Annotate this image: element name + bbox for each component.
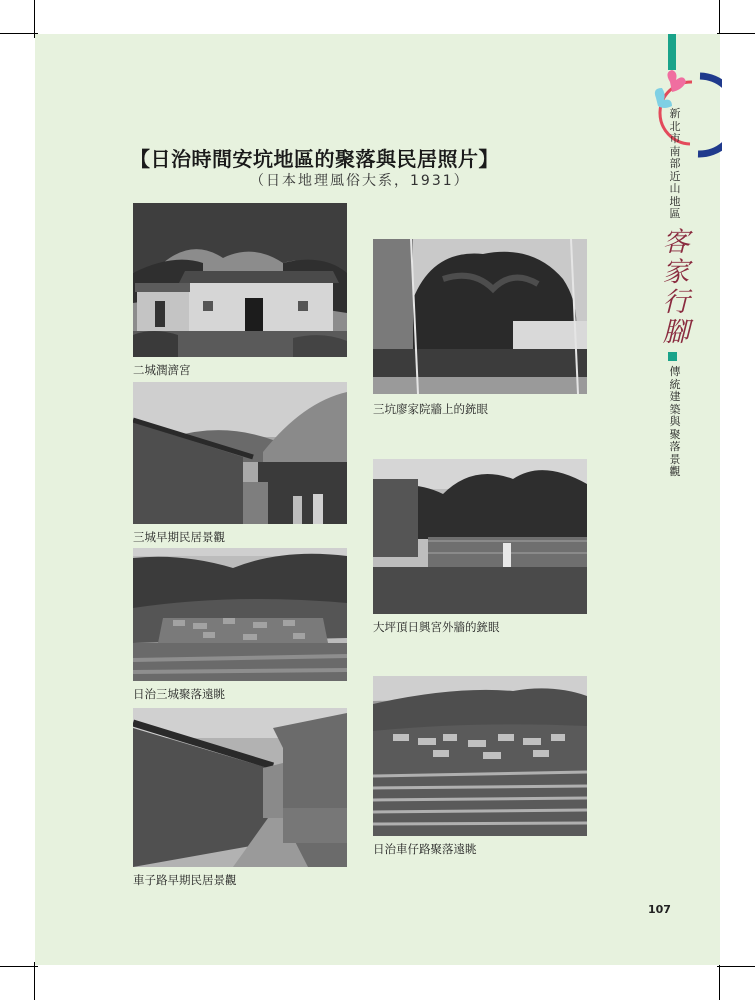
photo-caption: 三城早期民居景觀 xyxy=(133,530,225,544)
page-subtitle: （日本地理風俗大系，1931） xyxy=(250,173,470,189)
photo-caption: 日治車仔路聚落遠眺 xyxy=(373,842,477,856)
crop-mark xyxy=(0,966,38,967)
alley-dwellings-photo xyxy=(133,708,347,867)
crop-mark xyxy=(34,0,35,38)
sidebar-brand-title: 客家行腳 xyxy=(662,227,690,348)
crop-mark xyxy=(34,962,35,1000)
page-title: 【日治時間安坑地區的聚落與民居照片】 xyxy=(130,147,499,171)
crop-mark xyxy=(719,0,720,38)
photo-caption: 大坪頂日興宮外牆的銃眼 xyxy=(373,620,500,634)
temple-wall-photo xyxy=(373,459,587,614)
crop-mark xyxy=(717,966,755,967)
sidebar-series-title: 新北市南部近山地區 xyxy=(669,107,681,220)
hakka-logo-icon xyxy=(650,64,722,160)
photo-caption: 車子路早期民居景觀 xyxy=(133,873,237,887)
dwellings-photo xyxy=(133,382,347,524)
courtyard-wall-photo xyxy=(373,239,587,394)
photo-caption: 三坑廖家院牆上的銃眼 xyxy=(373,402,488,416)
settlement-view-photo xyxy=(133,548,347,681)
sidebar-section-title: 傳統建築與聚落景觀 xyxy=(669,365,681,478)
section-marker-icon xyxy=(668,352,677,361)
page-number: 107 xyxy=(648,903,671,916)
crop-mark xyxy=(717,33,755,34)
temple-photo xyxy=(133,203,347,357)
photo-caption: 二城潤濟宮 xyxy=(133,363,191,377)
crop-mark xyxy=(0,33,38,34)
crop-mark xyxy=(719,962,720,1000)
settlement-view-photo xyxy=(373,676,587,836)
photo-caption: 日治三城聚落遠眺 xyxy=(133,687,225,701)
